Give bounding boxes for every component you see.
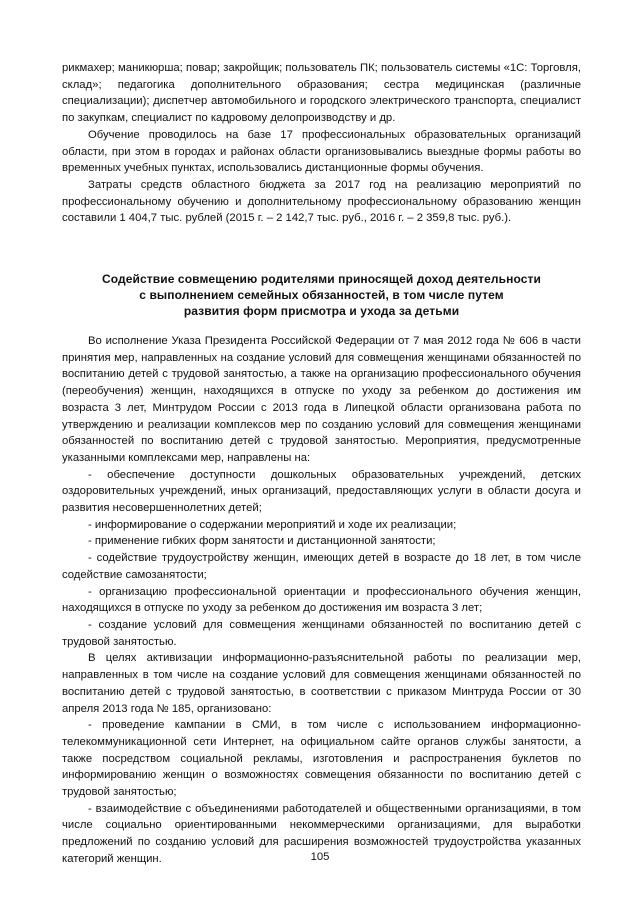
bullet-item: - обеспечение доступности дошкольных образовательных учреждений, детских оздоровительных учреждений, иных организаций, предоставляющих услуги в области досуга и развития несовершеннолетних детей; bbox=[62, 468, 581, 515]
paragraph-decree-606: Во исполнение Указа Президента Российской Федерации от 7 мая 2012 года № 606 в части принятия мер, направленных на создание условий для совмещения женщинами обязанностей по воспитанию детей с трудовой занятостью, а также на организацию профессионального обучения (переобучения) женщин, находящихся в отпуске по уходу за ребенком до достижения им возраста 3 лет, Минтрудом России с 2013 года в Липецкой области организована работа по утверждению и реализации комплексов мер по созданию условий для совмещения женщинами обязанностей по воспитанию детей с трудовой занятостью. Мероприятия, предусмотренные указанными комплексами мер, направлены на: bbox=[62, 335, 581, 464]
bullet-item: - содействие трудоустройству женщин, имеющих детей в возрасте до 18 лет, в том числе содействие самозанятости; bbox=[62, 552, 581, 581]
section-heading-line-1: Содействие совмещению родителями приносящей доход деятельности bbox=[102, 272, 541, 287]
bullet-item: - проведение кампании в СМИ, в том числе с использованием информационно-телекоммуникационной сети Интернет, на официальном сайте органов службы занятости, а также посредством социальной рекламы, изготовления и распространения буклетов по информированию женщин о возможностях совмещения обязанности по воспитанию детей с трудовой занятостью; bbox=[62, 719, 581, 799]
paragraph-profession-list: рикмахер; маникюрша; повар; закройщик; пользователь ПК; пользователь системы «1С: Торговля, склад»; педагогика дополнительного образования; сестра медицинская (различные специализации); диспетчер автомобильного и городского электрического транспорта, специалист по закупкам, специалист по кадровому делопроизводству и др. bbox=[62, 62, 581, 125]
paragraph-info-work: В целях активизации информационно-разъяснительной работы по реализации мер, направленных в том числе на создание условий для совмещения женщинами обязанностей по воспитанию детей с трудовой занятостью, в соответствии с приказом Минтруда России от 30 апреля 2013 года № 185, организовано: bbox=[62, 652, 581, 715]
document-page bbox=[62, 60, 581, 868]
paragraph-budget-costs: Затраты средств областного бюджета за 2017 год на реализацию мероприятий по профессиональному обучению и дополнительному профессиональному образованию женщин составили 1 404,7 тыс. рублей (2015 г. – 2 142,7 тыс. руб., 2016 г. – 2 359,8 тыс. руб.). bbox=[62, 178, 581, 225]
section-heading bbox=[62, 271, 581, 319]
bullet-item: - организацию профессиональной ориентации и профессионального обучения женщин, находящихся в отпуске по уходу за ребенком до достижения им возраста 3 лет; bbox=[62, 585, 581, 615]
section-heading-line-3: развития форм присмотра и ухода за детьми bbox=[183, 304, 460, 319]
page-number: 105 bbox=[310, 851, 330, 863]
bullet-item: - создание условий для совмещения женщинами обязанностей по воспитанию детей с трудовой занятостью. bbox=[62, 618, 581, 648]
bullet-item: - взаимодействие с объединениями работодателей и общественными организациями, в том числе социально ориентированными некоммерческими организациями, для выработки предложений по созданию условий для расширения возможностей трудоустройства указанных категорий женщин. bbox=[62, 802, 581, 865]
section-heading-line-2: с выполнением семейных обязанностей, в том числе путем bbox=[139, 288, 504, 303]
bullet-item: - применение гибких форм занятости и дистанционной занятости; bbox=[88, 535, 436, 548]
paragraph-training-base: Обучение проводилось на базе 17 профессиональных образовательных организаций области, при этом в городах и районах области организовывались выездные формы работы во временных учебных пунктах, использовались дистанционные формы обучения. bbox=[62, 128, 581, 175]
bullet-item: - информирование о содержании мероприятий и ходе их реализации; bbox=[88, 518, 457, 531]
